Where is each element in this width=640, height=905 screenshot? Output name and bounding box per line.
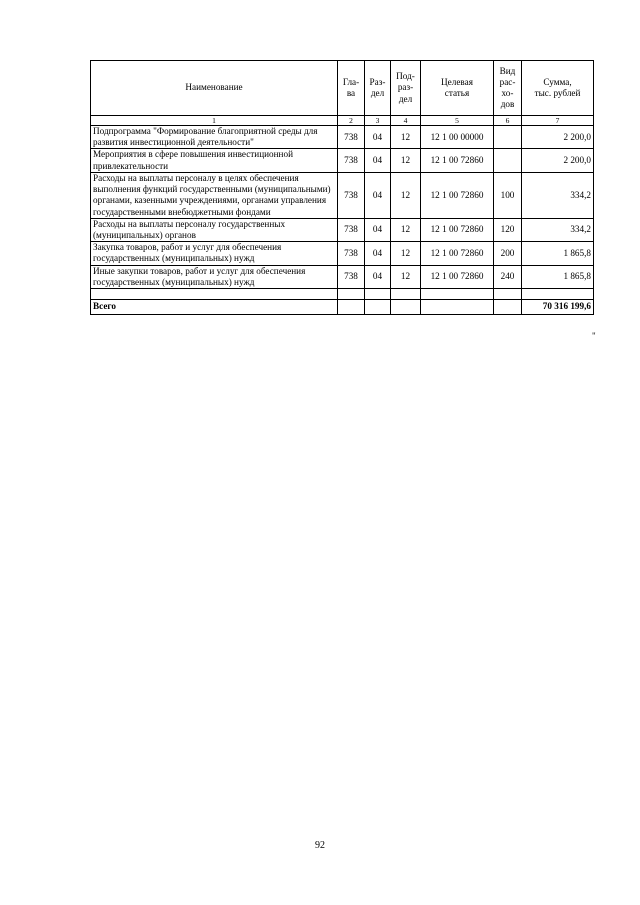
row-subsection: 12 [391, 149, 421, 172]
row-chapter: 738 [338, 172, 365, 218]
empty-cell [365, 289, 391, 300]
column-number: 6 [494, 116, 522, 126]
header-section: Раз- дел [365, 61, 391, 116]
row-sum: 2 200,0 [522, 149, 594, 172]
row-target-item: 12 1 00 72860 [421, 265, 494, 288]
row-expense-type [494, 149, 522, 172]
row-sum: 1 865,8 [522, 242, 594, 265]
header-sum: Сумма, тыс. рублей [522, 61, 594, 116]
row-subsection: 12 [391, 242, 421, 265]
column-number-row [91, 116, 594, 126]
empty-cell [338, 300, 365, 315]
empty-cell [365, 300, 391, 315]
empty-cell [421, 300, 494, 315]
row-chapter: 738 [338, 218, 365, 241]
row-expense-type: 120 [494, 218, 522, 241]
column-number: 1 [91, 116, 338, 126]
row-name: Подпрограмма "Формирование благоприятной среды для развития инвестиционной деятельности" [91, 126, 338, 149]
total-row [91, 300, 594, 315]
column-number: 3 [365, 116, 391, 126]
row-sum: 1 865,8 [522, 265, 594, 288]
row-sum: 334,2 [522, 218, 594, 241]
column-number: 2 [338, 116, 365, 126]
row-name: Иные закупки товаров, работ и услуг для обеспечения государственных (муниципальных) нужд [91, 265, 338, 288]
column-number: 4 [391, 116, 421, 126]
header-name: Наименование [91, 61, 338, 116]
row-target-item: 12 1 00 72860 [421, 242, 494, 265]
row-subsection: 12 [391, 218, 421, 241]
empty-cell [338, 289, 365, 300]
column-number: 7 [522, 116, 594, 126]
row-subsection: 12 [391, 126, 421, 149]
empty-row [91, 289, 594, 300]
row-subsection: 12 [391, 172, 421, 218]
table-row [91, 126, 594, 149]
row-expense-type: 100 [494, 172, 522, 218]
row-target-item: 12 1 00 72860 [421, 172, 494, 218]
row-section: 04 [365, 126, 391, 149]
row-section: 04 [365, 242, 391, 265]
header-row [91, 61, 594, 116]
empty-cell [91, 289, 338, 300]
table-row [91, 265, 594, 288]
row-target-item: 12 1 00 72860 [421, 218, 494, 241]
row-chapter: 738 [338, 126, 365, 149]
page-number: 92 [315, 840, 325, 851]
row-expense-type: 200 [494, 242, 522, 265]
header-subsection: Под- раз- дел [391, 61, 421, 116]
table-row [91, 149, 594, 172]
row-expense-type [494, 126, 522, 149]
header-expense-type: Вид рас- хо- дов [494, 61, 522, 116]
row-target-item: 12 1 00 72860 [421, 149, 494, 172]
header-chapter: Гла- ва [338, 61, 365, 116]
header-target-item: Целевая статья [421, 61, 494, 116]
table-row [91, 242, 594, 265]
row-section: 04 [365, 218, 391, 241]
empty-cell [494, 289, 522, 300]
row-sum: 2 200,0 [522, 126, 594, 149]
row-section: 04 [365, 149, 391, 172]
total-label: Всего [91, 300, 338, 315]
row-name: Расходы на выплаты персоналу государственных (муниципальных) органов [91, 218, 338, 241]
empty-cell [391, 300, 421, 315]
closing-quote-mark: " [592, 331, 596, 341]
table-row [91, 218, 594, 241]
row-section: 04 [365, 265, 391, 288]
empty-cell [494, 300, 522, 315]
row-expense-type: 240 [494, 265, 522, 288]
row-name: Мероприятия в сфере повышения инвестиционной привлекательности [91, 149, 338, 172]
total-sum: 70 316 199,6 [522, 300, 594, 315]
row-subsection: 12 [391, 265, 421, 288]
row-target-item: 12 1 00 00000 [421, 126, 494, 149]
row-chapter: 738 [338, 149, 365, 172]
row-sum: 334,2 [522, 172, 594, 218]
column-number: 5 [421, 116, 494, 126]
budget-table [90, 60, 594, 315]
empty-cell [421, 289, 494, 300]
row-name: Закупка товаров, работ и услуг для обеспечения государственных (муниципальных) нужд [91, 242, 338, 265]
empty-cell [391, 289, 421, 300]
row-section: 04 [365, 172, 391, 218]
row-chapter: 738 [338, 265, 365, 288]
empty-cell [522, 289, 594, 300]
table-row [91, 172, 594, 218]
row-chapter: 738 [338, 242, 365, 265]
row-name: Расходы на выплаты персоналу в целях обеспечения выполнения функций государственными (муниципальными) органами, казенными учреждениями, органами управления государственными внебюджетными фондами [91, 172, 338, 218]
